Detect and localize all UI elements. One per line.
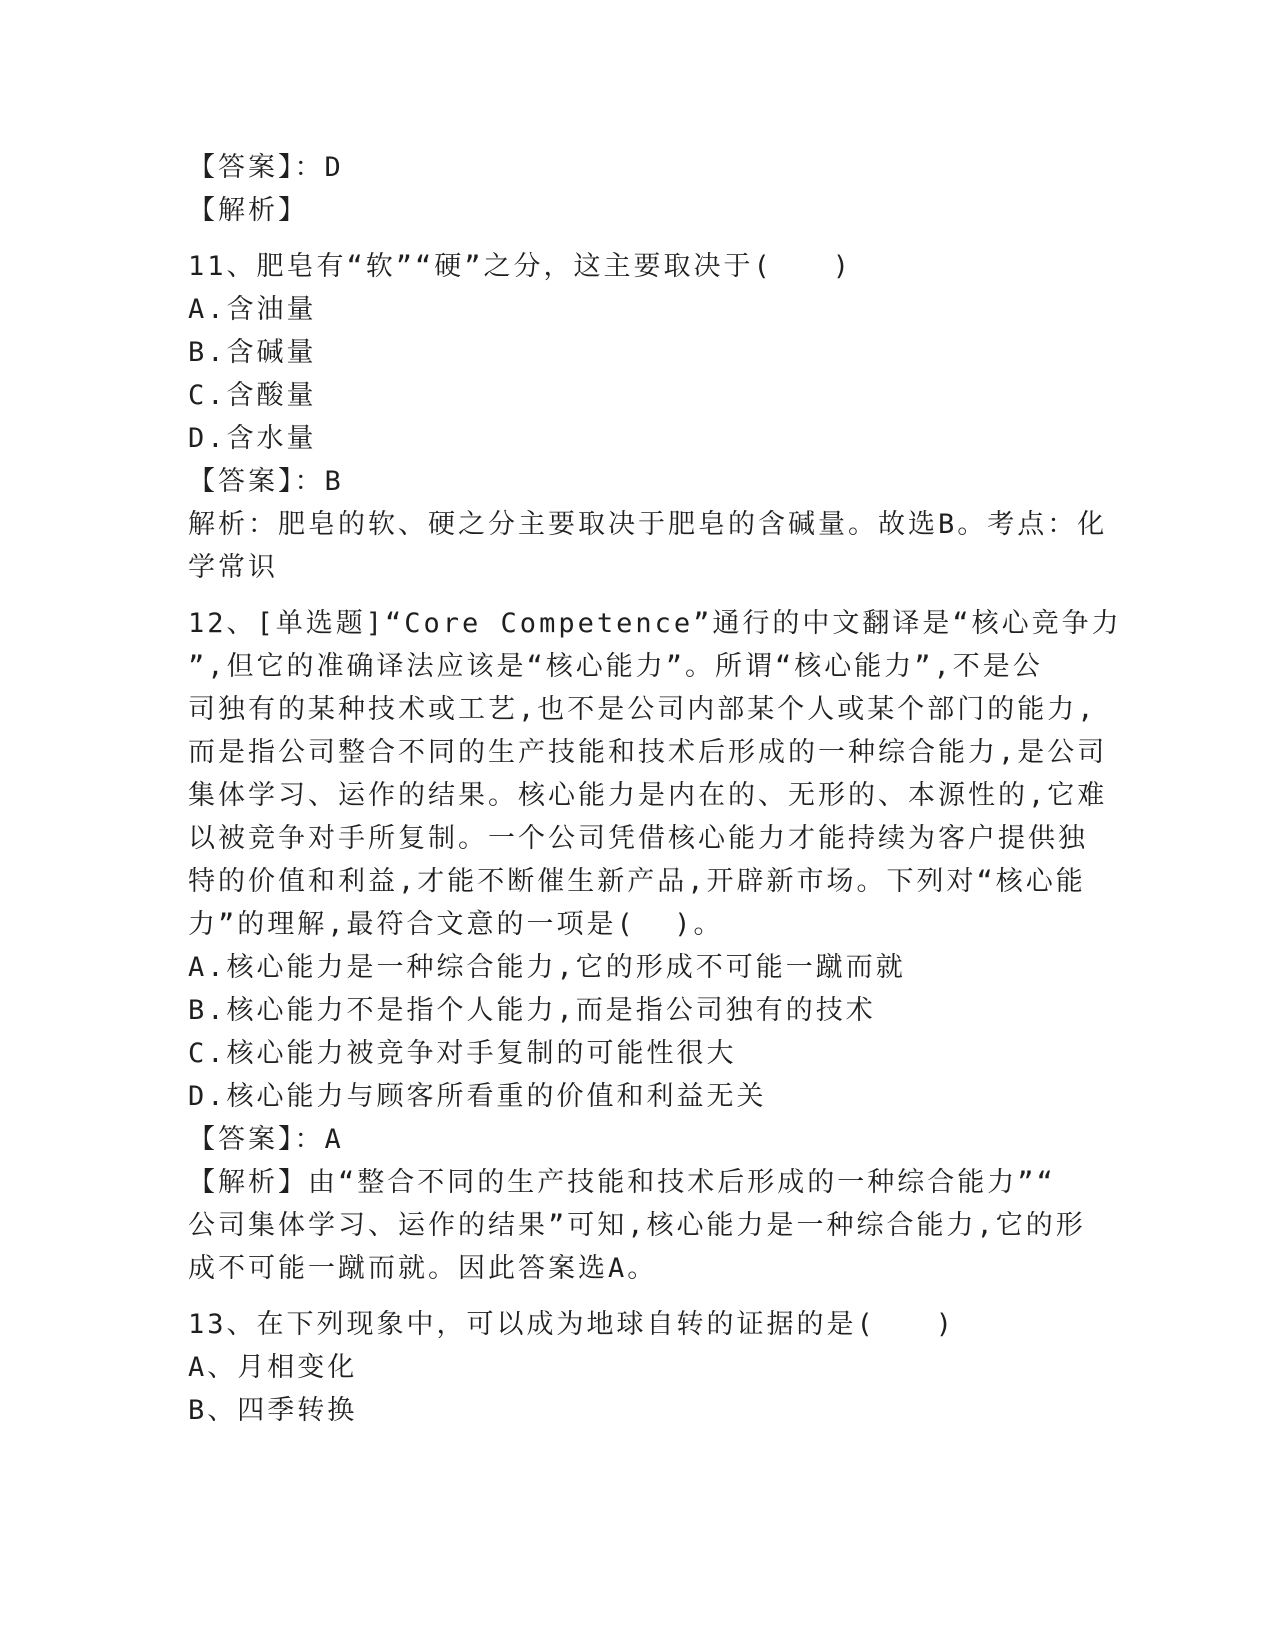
question-stem-line: 司独有的某种技术或工艺,也不是公司内部某个人或某个部门的能力,	[188, 694, 1097, 725]
analysis-line: 公司集体学习、运作的结果”可知,核心能力是一种综合能力,它的形	[188, 1210, 1086, 1241]
question-12	[188, 602, 1122, 1290]
question-stem: 11、肥皂有“软”“硬”之分，这主要取决于( )	[188, 251, 853, 282]
question-stem: 13、在下列现象中，可以成为地球自转的证据的是( )	[188, 1309, 956, 1340]
analysis-line: 解析：肥皂的软、硬之分主要取决于肥皂的含碱量。故选B。考点：化	[188, 509, 1108, 540]
question-13	[188, 1303, 1088, 1432]
option-d: D.核心能力与顾客所看重的价值和利益无关	[188, 1081, 767, 1112]
option-b: B、四季转换	[188, 1395, 358, 1426]
answer-line: 【答案】：B	[188, 466, 344, 497]
option-a: A、月相变化	[188, 1352, 358, 1383]
question-stem-line: 以被竞争对手所复制。一个公司凭借核心能力才能持续为客户提供独	[188, 823, 1088, 854]
answer-line: 【答案】：D	[188, 152, 344, 183]
option-b: B.含碱量	[188, 337, 317, 368]
option-a: A.含油量	[188, 294, 317, 325]
question-11	[188, 245, 1108, 589]
option-b: B.核心能力不是指个人能力,而是指公司独有的技术	[188, 995, 876, 1026]
option-a: A.核心能力是一种综合能力,它的形成不可能一蹴而就	[188, 952, 906, 983]
analysis-line: 【解析】由“整合不同的生产技能和技术后形成的一种综合能力”“	[188, 1167, 1056, 1198]
analysis-line: 成不可能一蹴而就。因此答案选A。	[188, 1253, 658, 1284]
question-stem-line: 12、[单选题]“Core Competence”通行的中文翻译是“核心竞争力	[188, 608, 1122, 639]
option-c: C.含酸量	[188, 380, 317, 411]
question-stem-line: 特的价值和利益,才能不断催生新产品,开辟新市场。下列对“核心能	[188, 866, 1086, 897]
option-c: C.核心能力被竞争对手复制的可能性很大	[188, 1038, 737, 1069]
question-10-tail	[188, 146, 1088, 232]
answer-line: 【答案】：A	[188, 1124, 344, 1155]
document-page	[188, 146, 1122, 1432]
question-stem-line: ”,但它的准确译法应该是“核心能力”。所谓“核心能力”,不是公	[188, 651, 1043, 682]
question-stem-line: 力”的理解,最符合文意的一项是( )。	[188, 909, 724, 940]
option-d: D.含水量	[188, 423, 317, 454]
analysis-line: 学常识	[188, 552, 278, 583]
question-stem-line: 而是指公司整合不同的生产技能和技术后形成的一种综合能力,是公司	[188, 737, 1108, 768]
question-stem-line: 集体学习、运作的结果。核心能力是内在的、无形的、本源性的,它难	[188, 780, 1108, 811]
analysis-heading: 【解析】	[188, 195, 308, 226]
